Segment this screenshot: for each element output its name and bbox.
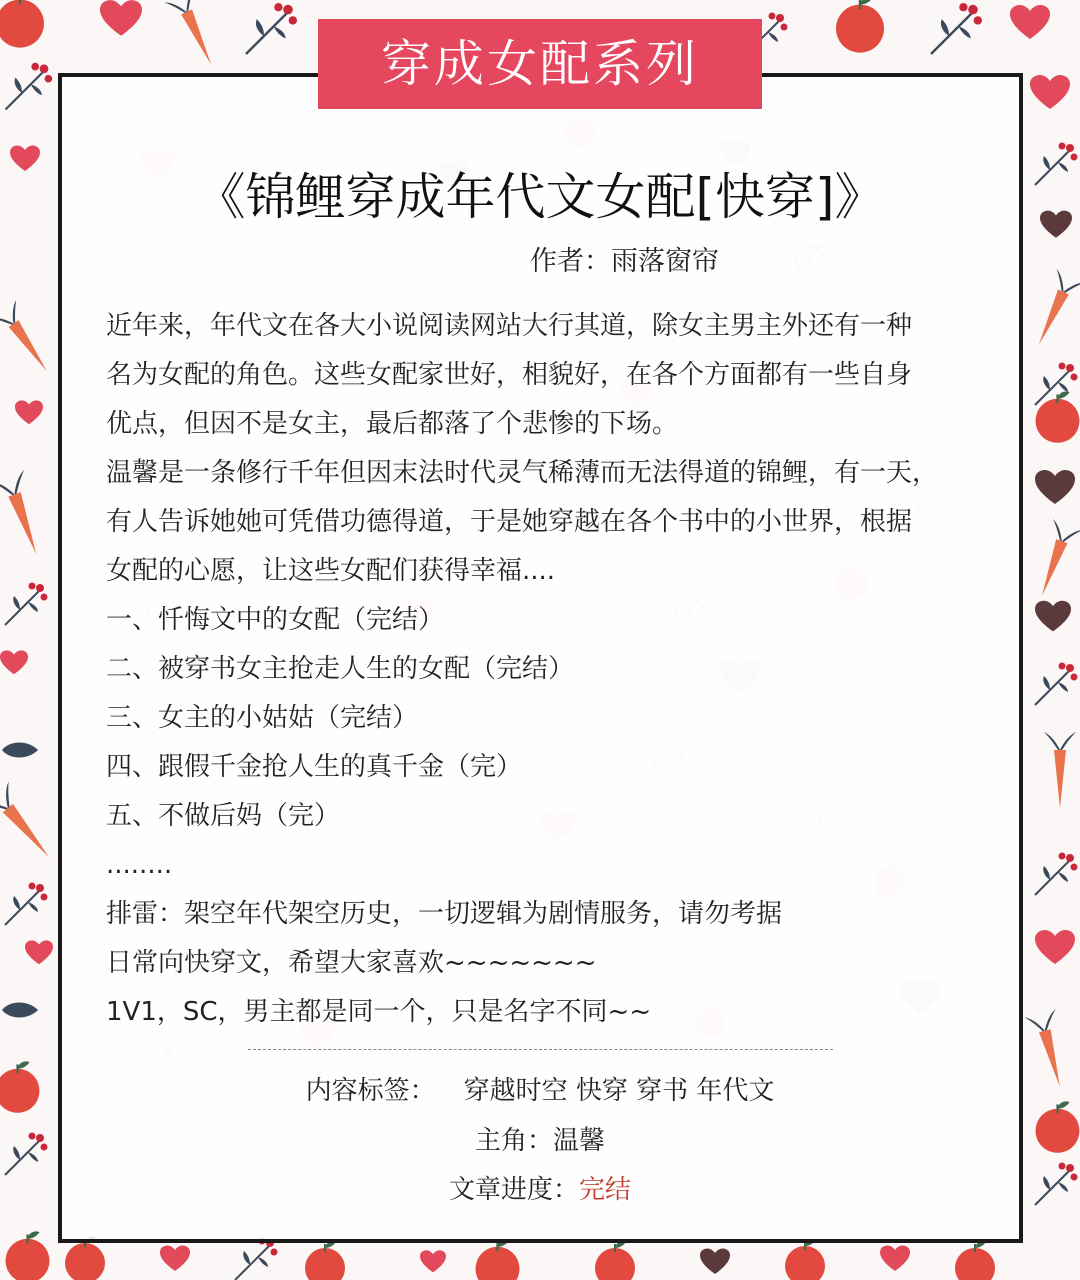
book-title: 《锦鲤穿成年代文女配[快穿]》 (195, 168, 885, 226)
synopsis-line: 名为女配的角色。这些女配家世好，相貌好，在各个方面都有一些自身 (106, 360, 913, 390)
warning-line: 排雷：架空年代架空历史，一切逻辑为剧情服务，请勿考据 (106, 899, 783, 929)
synopsis-line: 温馨是一条修行千年但因末法时代灵气稀薄而无法得道的锦鲤，有一天， (106, 458, 939, 488)
chapter-item: 一、忏悔文中的女配（完结） (106, 605, 445, 635)
content-tags-row (0, 1071, 1080, 1111)
author-line (530, 242, 719, 282)
author-label: 作者： (530, 246, 611, 277)
progress-label: 文章进度： (448, 1175, 579, 1205)
chapter-item: 三、女主的小姑姑（完结） (106, 703, 419, 733)
note-line: 日常向快穿文，希望大家喜欢~~~~~~~ (106, 948, 597, 978)
tag: 穿越时空 (463, 1076, 568, 1106)
tags-label: 内容标签： (305, 1076, 436, 1106)
note-line: 1V1，SC，男主都是同一个，只是名字不同~~ (106, 997, 652, 1027)
synopsis-line: 女配的心愿，让这些女配们获得幸福.... (106, 556, 556, 586)
role-name: 温馨 (553, 1126, 606, 1156)
synopsis-line: 有人告诉她她可凭借功德得道，于是她穿越在各个书中的小世界，根据 (106, 507, 913, 537)
progress-row (0, 1170, 1080, 1210)
synopsis-line: 优点，但因不是女主，最后都落了个悲惨的下场。 (106, 409, 679, 439)
progress-status: 完结 (579, 1175, 632, 1205)
author-name: 雨落窗帘 (611, 246, 719, 277)
chapter-item: 四、跟假千金抢人生的真千金（完） (106, 752, 523, 782)
synopsis-line: 近年来，年代文在各大小说阅读网站大行其道，除女主男主外还有一种 (106, 311, 913, 341)
synopsis (106, 303, 1006, 1038)
series-banner: 穿成女配系列 (318, 19, 762, 109)
tag: 快穿 (575, 1076, 628, 1106)
tag: 穿书 (636, 1076, 689, 1106)
role-label: 主角： (474, 1126, 553, 1156)
chapter-item: 二、被穿书女主抢走人生的女配（完结） (106, 654, 575, 684)
chapter-item: 五、不做后妈（完） (106, 801, 341, 831)
tag: 年代文 (696, 1076, 775, 1106)
ellipsis-line: ........ (106, 850, 173, 880)
dashed-divider (248, 1049, 833, 1050)
protagonist-row (0, 1121, 1080, 1161)
